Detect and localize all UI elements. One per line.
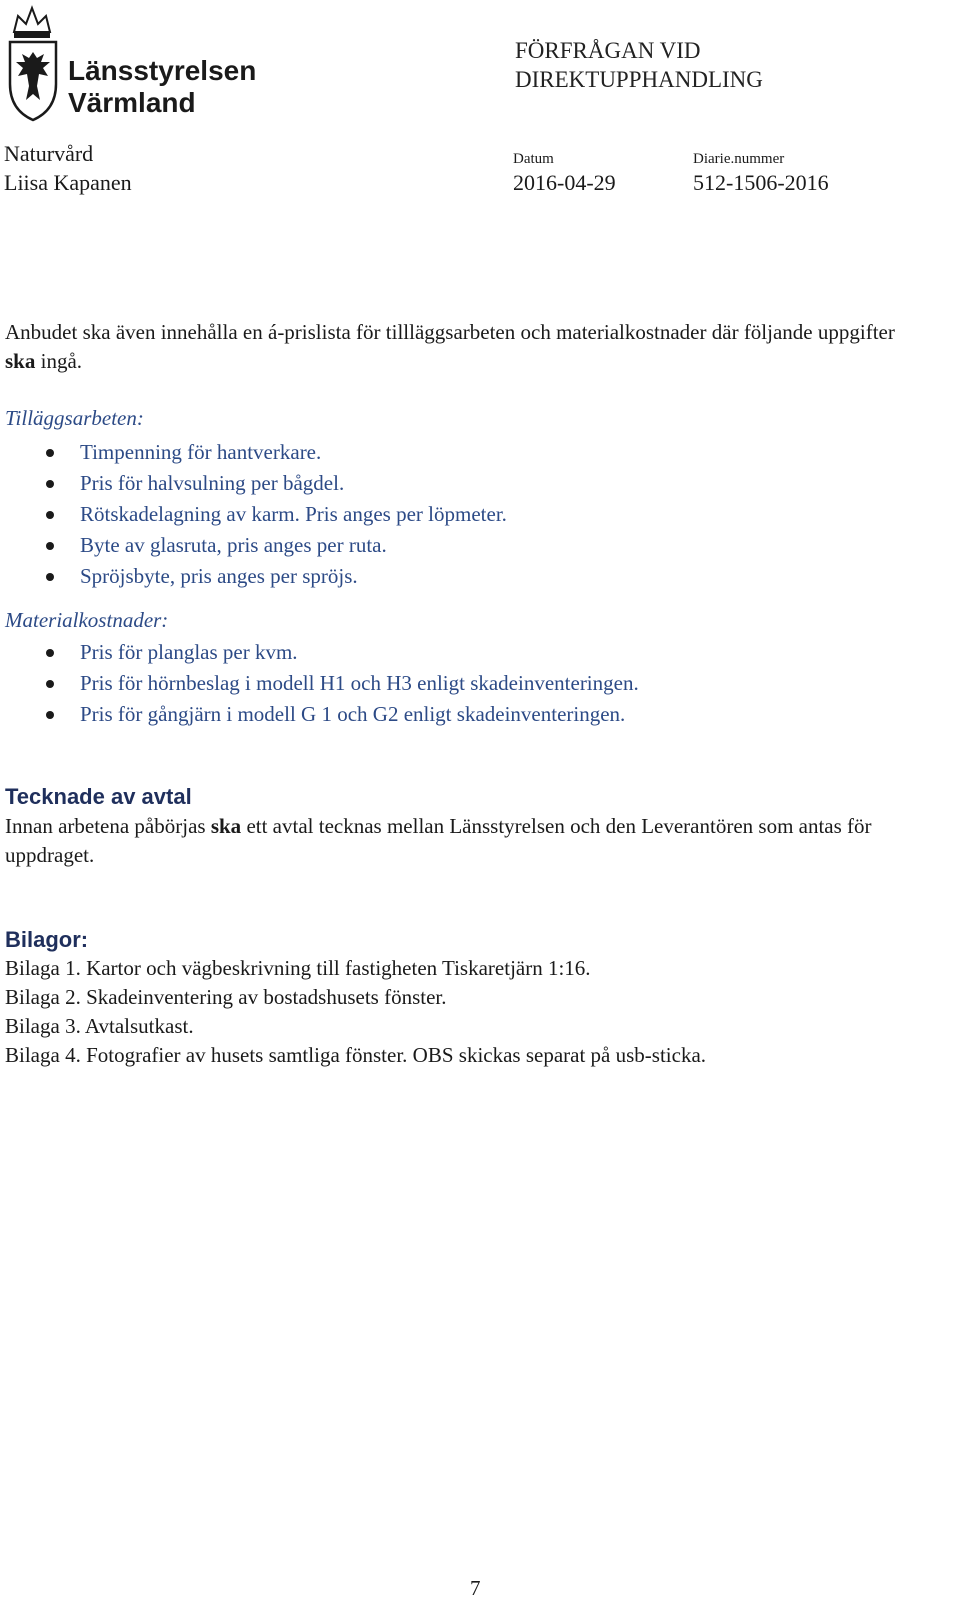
- bullet-icon: [46, 711, 54, 719]
- intro-paragraph: [5, 318, 905, 376]
- page-number: 7: [470, 1576, 481, 1600]
- materialkostnader-list: [0, 637, 900, 730]
- list-item: Pris för planglas per kvm.: [0, 637, 900, 668]
- bilaga-item: Bilaga 2. Skadeinventering av bostadshusets fönster.: [5, 985, 447, 1009]
- list-item: Pris för gångjärn i modell G 1 och G2 enligt skadeinventeringen.: [0, 699, 900, 730]
- avtal-paragraph: [5, 812, 955, 870]
- bullet-icon: [46, 680, 54, 688]
- bullet-icon: [46, 573, 54, 581]
- logo-line2: Värmland: [68, 87, 196, 118]
- list-item: Pris för hörnbeslag i modell H1 och H3 enligt skadeinventeringen.: [0, 668, 900, 699]
- logo-line1: Länsstyrelsen: [68, 55, 257, 86]
- bilagor-heading: Bilagor:: [5, 927, 89, 952]
- materialkostnader-heading: Materialkostnader:: [5, 608, 169, 632]
- bilagor-list: [5, 954, 955, 1070]
- tillaggsarbeten-list: [0, 437, 900, 592]
- diary-number-label: Diarie.nummer: [693, 151, 785, 167]
- bullet-icon: [46, 542, 54, 550]
- date-label: Datum: [513, 151, 554, 167]
- bullet-icon: [46, 649, 54, 657]
- bilaga-item: Bilaga 4. Fotografier av husets samtliga fönster. OBS skickas separat på usb-sticka.: [5, 1043, 707, 1067]
- bullet-icon: [46, 511, 54, 519]
- list-item: Pris för halvsulning per bågdel.: [0, 468, 900, 499]
- intro-text-1: Anbudet ska även innehålla en á-prislista för tillläggsarbeten och materialkostnader där följande uppgifter: [5, 320, 895, 344]
- document-type-line1: FÖRFRÅGAN VID: [515, 38, 701, 63]
- diary-number-value: 512-1506-2016: [693, 170, 829, 195]
- bilaga-item: Bilaga 3. Avtalsutkast.: [5, 1014, 194, 1038]
- intro-bold: ska: [5, 349, 36, 373]
- list-item: Byte av glasruta, pris anges per ruta.: [0, 530, 900, 561]
- date-value: 2016-04-29: [513, 170, 616, 195]
- avtal-heading: Tecknade av avtal: [5, 784, 192, 809]
- department: Naturvård: [4, 141, 94, 166]
- coat-of-arms-icon: [4, 2, 257, 124]
- intro-text-2: ingå.: [35, 349, 83, 373]
- avtal-text-2: ett avtal tecknas mellan Länsstyrelsen och den Leverantören som antas för uppdraget.: [5, 814, 872, 867]
- list-item: Rötskadelagning av karm. Pris anges per löpmeter.: [0, 499, 900, 530]
- list-item: Timpenning för hantverkare.: [0, 437, 900, 468]
- document-type-line2: DIREKTUPPHANDLING: [515, 67, 763, 92]
- lansstyrelsen-logo: [4, 2, 257, 124]
- avtal-bold: ska: [210, 814, 242, 838]
- contact-person: Liisa Kapanen: [4, 170, 132, 195]
- bullet-icon: [46, 480, 54, 488]
- avtal-text-1: Innan arbetena påbörjas: [5, 814, 211, 838]
- bilaga-item: Bilaga 1. Kartor och vägbeskrivning till fastigheten Tiskaretjärn 1:16.: [5, 956, 591, 980]
- bullet-icon: [46, 449, 54, 457]
- list-item: Spröjsbyte, pris anges per spröjs.: [0, 561, 900, 592]
- tillaggsarbeten-heading: Tilläggsarbeten:: [5, 406, 144, 430]
- document-type: [515, 36, 763, 94]
